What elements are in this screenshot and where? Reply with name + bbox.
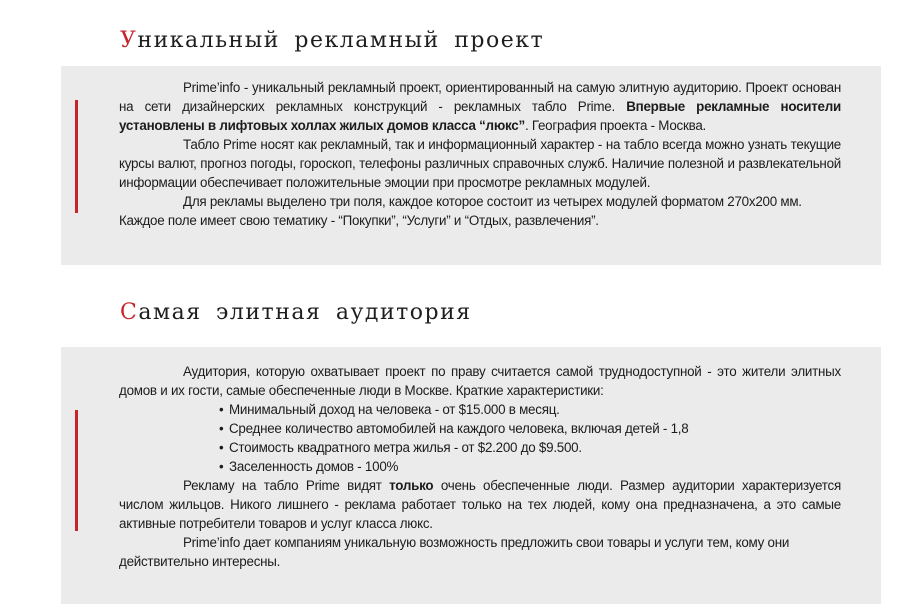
characteristics-list [119, 400, 841, 476]
paragraph-text: очень обеспеченные люди. Размер аудитории характеризуется числом жильцов. Никого лишнего - реклама работает только на тех людей, кому она предназначена, а это самые активные потребители товаров и услуг класса люкс. [119, 478, 841, 531]
accent-bar [75, 410, 78, 531]
section-heading-elite-audience [120, 300, 472, 325]
paragraph-text: . География проекта - Москва. [524, 118, 706, 133]
heading-text: амая элитная аудитория [138, 300, 472, 325]
list-item [219, 400, 841, 419]
accent-bar [75, 100, 78, 213]
list-item-text: Среднее количество автомобилей на каждого человека, включая детей - 1,8 [229, 421, 689, 436]
paragraph-text: Prime’info - уникальный рекламный проект, ориентированный на самую элитную аудиторию. Проект основан на сети дизайнерских рекламных конструкций - рекламных табло Prime. [119, 80, 841, 114]
list-item [219, 457, 841, 476]
bullet-icon: • [219, 459, 224, 474]
paragraph [119, 78, 841, 135]
heading-initial-letter: С [120, 300, 139, 325]
bullet-icon: • [219, 421, 224, 436]
paragraph-text: Рекламу на табло Prime видят [183, 478, 390, 493]
section-body-audience [119, 362, 841, 571]
heading-text: никальный рекламный проект [137, 28, 545, 53]
list-item-text: Заселенность домов - 100% [229, 459, 399, 474]
list-item [219, 438, 841, 457]
bullet-icon: • [219, 402, 224, 417]
list-item-text: Минимальный доход на человека - от $15.000 в месяц. [229, 402, 560, 417]
bullet-icon: • [219, 440, 224, 455]
section-body-project [119, 78, 841, 230]
heading-initial-letter: У [120, 28, 138, 53]
section-panel-audience [61, 347, 881, 604]
paragraph-bold-text: Впервые рекламные носители установлены в лифтовых холлах жилых домов класса “люкс” [119, 99, 841, 133]
list-item [219, 419, 841, 438]
section-panel-project [61, 66, 881, 265]
paragraph: Prime’info дает компаниям уникальную возможность предложить свои товары и услуги тем, кому они действительно интересны. [119, 535, 790, 569]
paragraph: Аудитория, которую охватывает проект по праву считается самой труднодоступной - это жители элитных домов и их гости, самые обеспеченные люди в Москве. Краткие характеристики: [119, 364, 841, 398]
paragraph-bold-text: только [389, 478, 434, 493]
paragraph: Табло Prime носят как рекламный, так и информационный характер - на табло всегда можно узнать текущие курсы валют, прогноз погоды, гороскоп, телефоны различных справочных служб. Наличие полезной и развлекательной информации обеспечивает положительные эмоции при просмотре рекламных модулей. [119, 137, 841, 190]
paragraph: Для рекламы выделено три поля, каждое которое состоит из четырех модулей форматом 270х200 мм. Каждое поле имеет свою тематику - “Покупки”, “Услуги” и “Отдых, развлечения”. [119, 194, 802, 228]
list-item-text: Стоимость квадратного метра жилья - от $2.200 до $9.500. [229, 440, 582, 455]
paragraph [119, 476, 841, 533]
section-heading-unique-project [120, 28, 544, 53]
